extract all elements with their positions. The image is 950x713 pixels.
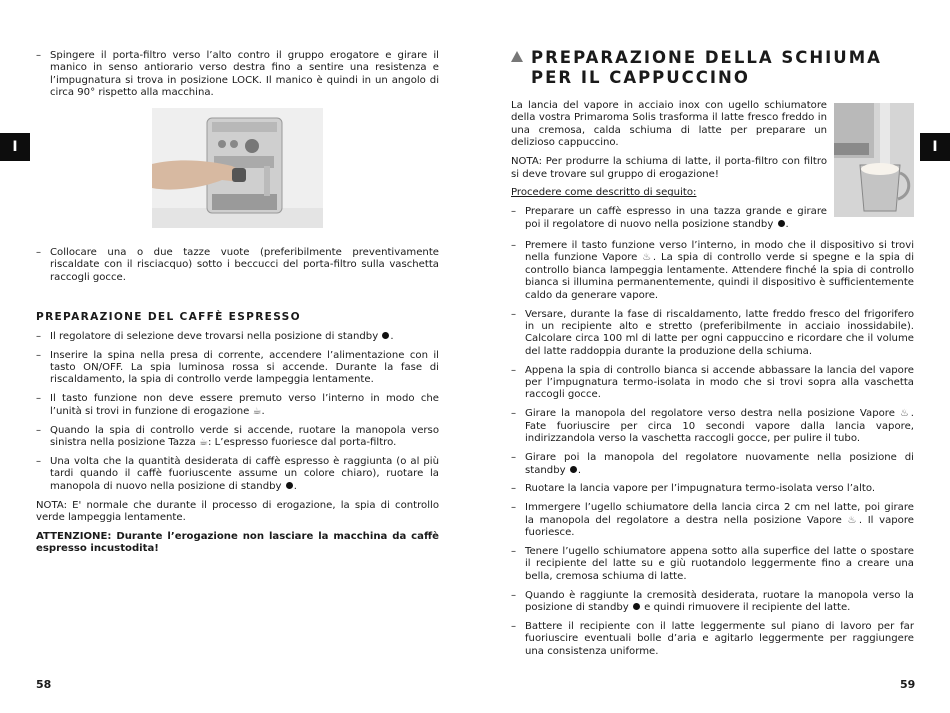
list-item: – Il tasto funzione non deve essere premuto verso l’interno in modo che l’unità si trovi in funzione di erogazione ☕. bbox=[36, 393, 439, 417]
standby-dot-icon bbox=[778, 220, 785, 227]
attention-paragraph: ATTENZIONE: Durante l’erogazione non lasciare la macchina da caffè espresso incustodita! bbox=[36, 530, 439, 555]
item-text: Spingere il porta-filtro verso l’alto contro il gruppo erogatore e girare il manico in senso antiorario verso destra fino a sentire una resistenza e l’impugnatura si trova in posizione LOCK. Il manico è quindi in un angolo di circa 90° rispetto alla macchina. bbox=[50, 50, 439, 99]
list-item: – Quando è raggiunte la cremosità desiderata, ruotare la manopola verso la posizione di standby e quindi rimuovere il recipiente del latte. bbox=[511, 589, 914, 614]
list-item: – Girare poi la manopola del regolatore nuovamente nella posizione di standby . bbox=[511, 452, 914, 476]
list-item: – Una volta che la quantità desiderata di caffè espresso è raggiunta (o al più tardi quando il caffè fuoriuscente assume un colore chiaro), ruotare la manopola di nuovo nella posizione di standby . bbox=[36, 455, 439, 492]
photo-portafilter bbox=[152, 108, 323, 228]
espresso-machine-illustration bbox=[152, 108, 323, 228]
standby-dot-icon bbox=[633, 603, 640, 610]
photo-frothing bbox=[834, 103, 914, 217]
standby-dot-icon bbox=[570, 466, 577, 473]
steam-icon: ♨ bbox=[899, 408, 911, 420]
triangle-bullet-icon bbox=[511, 51, 523, 62]
cup-icon: ☕ bbox=[199, 436, 209, 448]
list-item: – Preparare un caffè espresso in una tazza grande e girare poi il regolatore di nuovo nella posizione standby . bbox=[511, 206, 827, 230]
list-item: – Girare la manopola del regolatore verso destra nella posizione Vapore ♨. Fate fuoriuscire per circa 10 secondi vapore dalla lancia vapore, indirizzandola verso la vaschetta raccogli gocce, per pulire il tubo. bbox=[511, 408, 914, 445]
list-item: – Il regolatore di selezione deve trovarsi nella posizione di standby . bbox=[36, 330, 394, 342]
list-item: – Battere il recipiente con il latte leggermente sul piano di lavoro per far fuoriuscire eventuali bolle d’aria e agitarlo leggermente per raggiungere una consistenza uniforme. bbox=[511, 621, 914, 657]
procedure-heading: Procedere come descritto di seguito: bbox=[511, 187, 697, 199]
list-item: – Collocare una o due tazze vuote (preferibilmente preventivamente riscaldate con il risciacquo) sotto i beccucci del porta-filtro sulla vaschetta raccogli gocce. bbox=[36, 247, 439, 283]
page-number-left: 58 bbox=[36, 678, 52, 691]
cup-icon: ☕ bbox=[252, 405, 262, 417]
standby-dot-icon bbox=[382, 332, 389, 339]
language-tab-right: I bbox=[920, 133, 950, 161]
list-item: – Tenere l’ugello schiumatore appena sotto alla superfice del latte o spostare il recipiente del latte su e giù ruotandolo leggermente fino a creare una bella, cremosa schiuma di latte. bbox=[511, 546, 914, 582]
steam-icon: ♨ bbox=[847, 514, 859, 526]
list-item: – Immergere l’ugello schiumatore della lancia circa 2 cm nel latte, poi girare la manopola del regolatore a destra nella posizione Vapore ♨. Il vapore fuoriesce. bbox=[511, 502, 914, 539]
intro-paragraph: La lancia del vapore in acciaio inox con ugello schiumatore della vostra Primaroma Solis trasforma il latte fresco freddo in una cremosa, calda schiuma di latte per preparare un delizioso cappuccino. bbox=[511, 100, 827, 149]
standby-dot-icon bbox=[286, 482, 293, 489]
list-item: – Spingere il porta-filtro verso l’alto contro il gruppo erogatore e girare il manico in senso antiorario verso destra fino a sentire una resistenza e l’impugnatura si trova in posizione LOCK. Il manico è quindi in un angolo di circa 90° rispetto alla macchina. bbox=[36, 50, 439, 99]
page-title: PREPARAZIONE DELLA SCHIUMA PER IL CAPPUCCINO bbox=[511, 48, 882, 88]
steam-icon: ♨ bbox=[642, 252, 653, 264]
item-text: Collocare una o due tazze vuote (preferibilmente preventivamente riscaldate con il risciacquo) sotto i beccucci del porta-filtro sulla vaschetta raccogli gocce. bbox=[50, 247, 439, 283]
left-page bbox=[36, 50, 439, 106]
list-item: – Inserire la spina nella presa di corrente, accendere l’alimentazione con il tasto ON/OFF. La spia luminosa rossa si accende. Durante la fase di riscaldamento, la spia di controllo verde lampeggia lentamente. bbox=[36, 349, 439, 386]
milk-jug-illustration bbox=[834, 103, 914, 217]
left-page-continued bbox=[36, 247, 439, 562]
list-item: – Ruotare la lancia vapore per l’impugnatura termo-isolata verso l’alto. bbox=[511, 483, 876, 495]
page-number-right: 59 bbox=[900, 678, 916, 691]
list-item: – Appena la spia di controllo bianca si accende abbassare la lancia del vapore per l’impugnatura termo-isolata in modo che si trovi sopra alla vaschetta raccogli gocce. bbox=[511, 364, 914, 401]
right-intro bbox=[511, 100, 827, 238]
note-paragraph: NOTA: E' normale che durante il processo di erogazione, la spia di controllo verde lampeggia lentamente. bbox=[36, 499, 439, 523]
section-heading: PREPARAZIONE DEL CAFFÈ ESPRESSO bbox=[36, 311, 301, 324]
right-list bbox=[511, 240, 914, 665]
language-tab-left: I bbox=[0, 133, 30, 161]
list-item: – Versare, durante la fase di riscaldamento, latte freddo fresco del frigorifero in un recipiente alto e stretto (preferibilmente in acciaio inossidabile). Calcolare circa 100 ml di latte per ogni cappuccino e ricordare che il volume del latte raddoppia durante la produzione della schiuma. bbox=[511, 308, 914, 357]
list-item: – Premere il tasto funzione verso l’interno, in modo che il dispositivo si trovi nella funzione Vapore ♨. La spia di controllo verde si spegne e la spia di controllo bianca lampeggia lentamente. Attendere finché la spia di controllo bianca si illumina permanentemente, quindi il dispositivo è sufficientemente caldo da generare vapore. bbox=[511, 240, 914, 301]
list-item: – Quando la spia di controllo verde si accende, ruotare la manopola verso sinistra nella posizione Tazza ☕: L’espresso fuoriesce dal porta-filtro. bbox=[36, 424, 439, 448]
note-paragraph: NOTA: Per produrre la schiuma di latte, il porta-filtro con filtro si deve trovare sul gruppo di erogazione! bbox=[511, 156, 827, 180]
